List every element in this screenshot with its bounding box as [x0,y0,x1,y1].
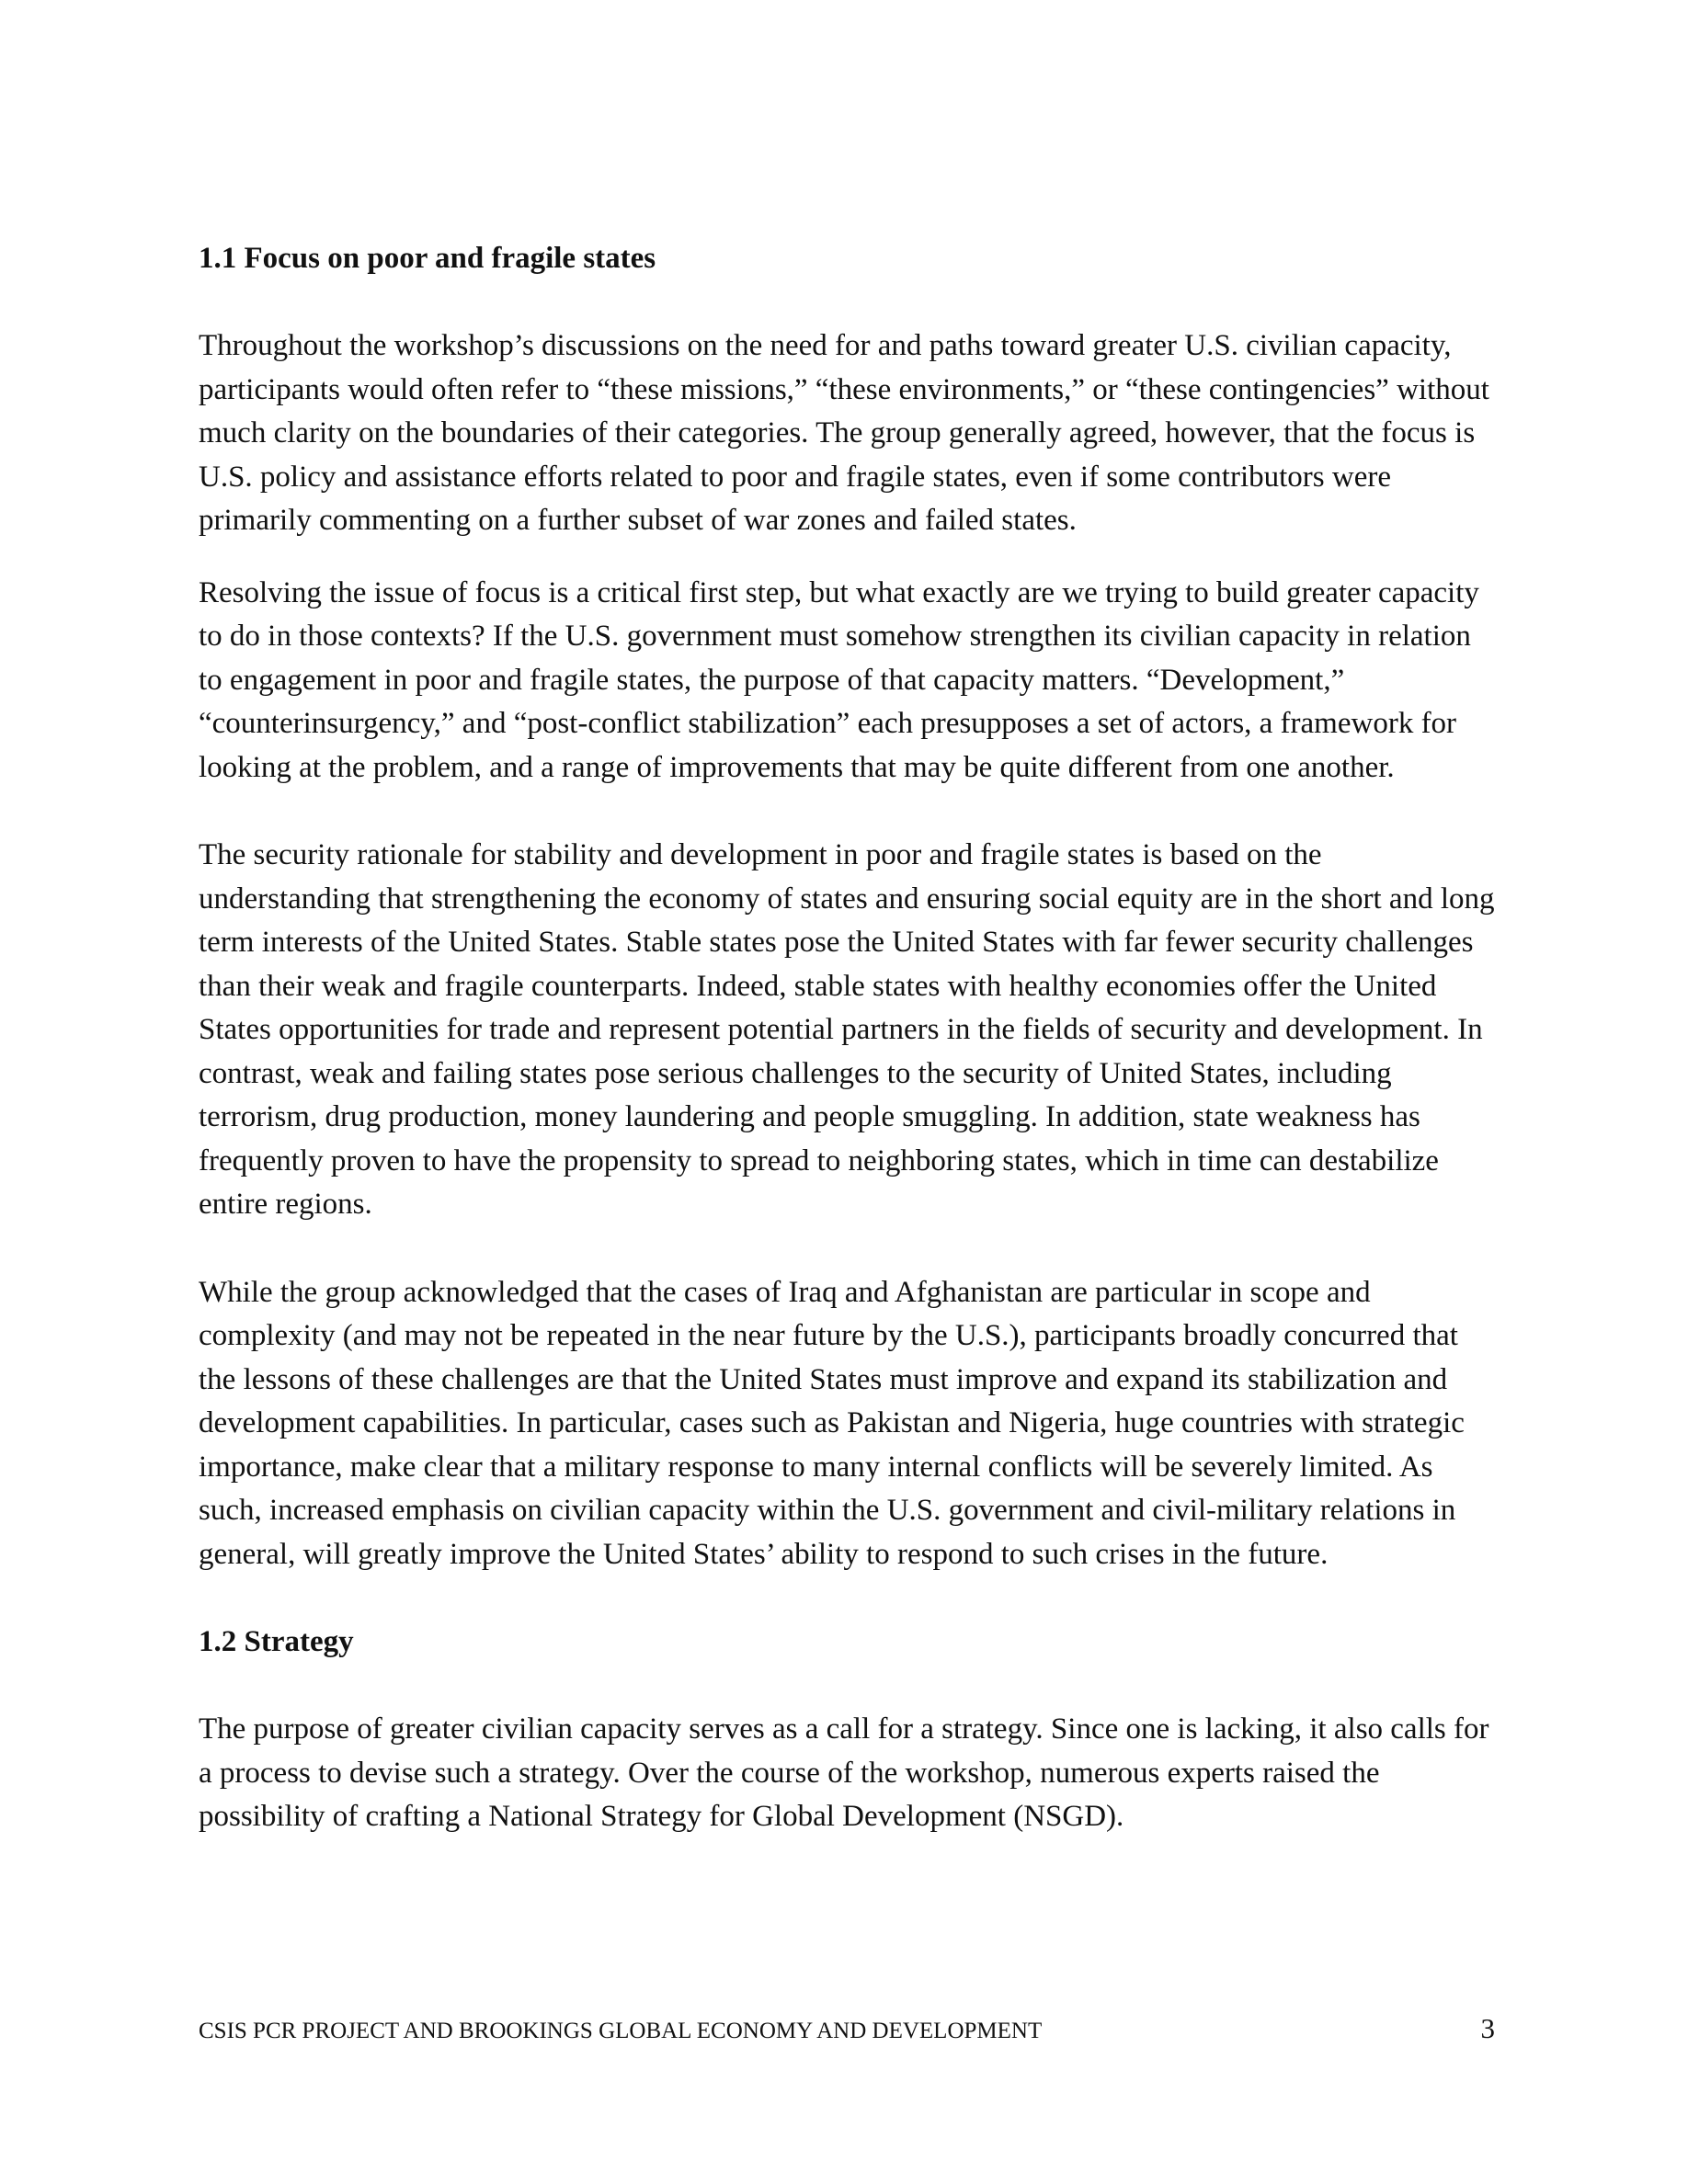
page-content [199,237,1495,1839]
page-footer [199,2012,1495,2045]
paragraph-2: Resolving the issue of focus is a critical first step, but what exactly are we trying to build greater capacity to do in those contexts? If the U.S. government must somehow strengthen its civilian capacity in relation to engagement in poor and fragile states, the purpose of that capacity matters. “Development,” “counterinsurgency,” and “post-conflict stabilization” each presupposes a set of actors, a framework for looking at the problem, and a range of improvements that may be quite different from one another. [199,575,1479,784]
section-heading-1-2: 1.2 Strategy [199,1625,354,1658]
paragraph-5: The purpose of greater civilian capacity serves as a call for a strategy. Since one is lacking, it also calls for a process to devise such a strategy. Over the course of the workshop, numerous experts raised the possibility of crafting a National Strategy for Global Development (NSGD). [199,1712,1489,1833]
section-heading-1-1: 1.1 Focus on poor and fragile states [199,242,656,275]
paragraph-4: While the group acknowledged that the cases of Iraq and Afghanistan are particular in scope and complexity (and may not be repeated in the near future by the U.S.), participants broadly concurred that the lessons of these challenges are that the United States must improve and expand its stabilization and development capabilities. In particular, cases such as Pakistan and Nigeria, huge countries with strategic importance, make clear that a military response to many internal conflicts will be severely limited. As such, increased emphasis on civilian capacity within the U.S. government and civil-military relations in general, will greatly improve the United States’ ability to respond to such crises in the future. [199,1275,1465,1571]
page-number: 3 [1480,2012,1495,2044]
paragraph-1: Throughout the workshop’s discussions on the need for and paths toward greater U.S. civilian capacity, participants would often refer to “these missions,” “these environments,” or “these contingencies” without much clarity on the boundaries of their categories. The group generally agreed, however, that the focus is U.S. policy and assistance efforts related to poor and fragile states, even if some contributors were primarily commenting on a further subset of war zones and failed states. [199,329,1489,537]
footer-text: CSIS PCR PROJECT AND BROOKINGS GLOBAL ECONOMY AND DEVELOPMENT [199,2019,1043,2043]
paragraph-3: The security rationale for stability and development in poor and fragile states is based on the understanding that strengthening the economy of states and ensuring social equity are in the short and long term interests of the United States. Stable states pose the United States with far fewer security challenges than their weak and fragile counterparts. Indeed, stable states with healthy economies offer the United States opportunities for trade and represent potential partners in the fields of security and development. In contrast, weak and failing states pose serious challenges to the security of United States, including terrorism, drug production, money laundering and people smuggling. In addition, state weakness has frequently proven to have the propensity to spread to neighboring states, which in time can destabilize entire regions. [199,838,1495,1221]
